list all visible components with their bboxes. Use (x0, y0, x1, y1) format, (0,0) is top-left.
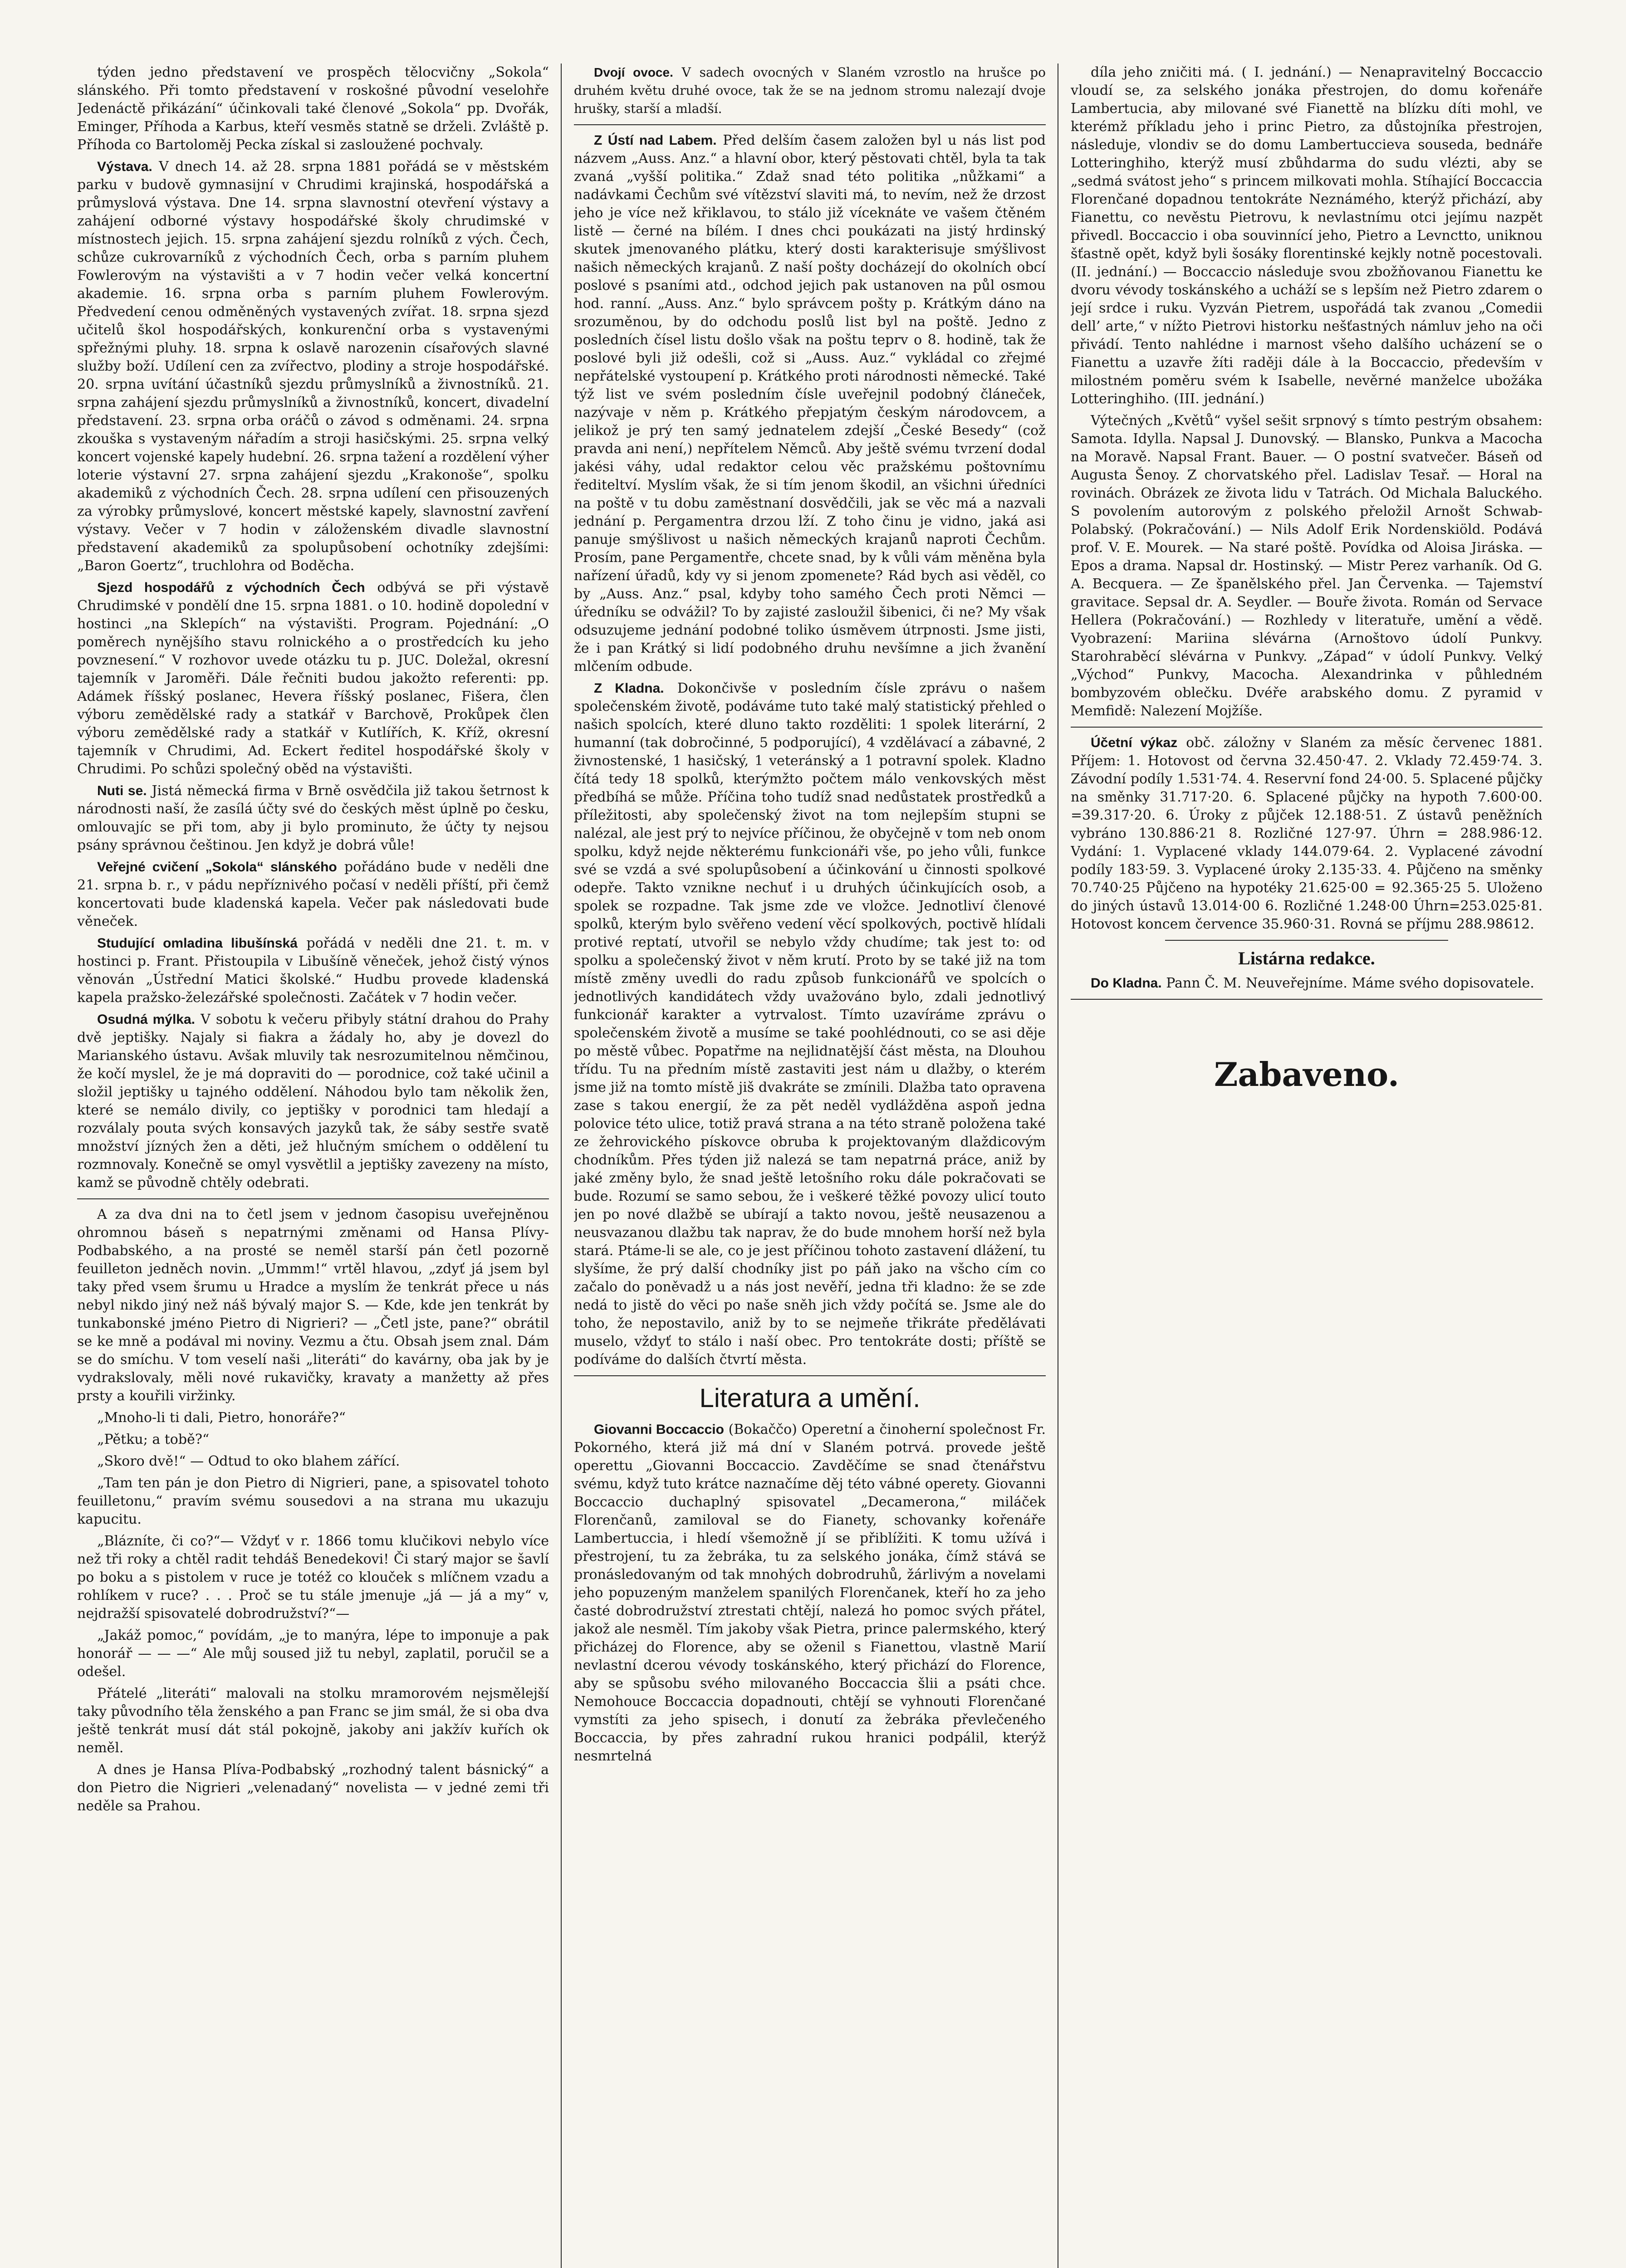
sokol-theatre-paragraph: týden jedno představení ve prospěch tělocvičny „Sokola“ slánského. Při tomto představení v roskošné původní veselohře Jedenáctě přikázání“ účinkovali také členové „Sokola“ pp. Dvořák, Eminger, Příhoda a Karbus, kteří vesměs statně se drželi. Zvláště p. Příhoda co Bartoloměj Pecka získal si zasloužené pochvaly. (77, 64, 549, 153)
nuti-paragraph (77, 782, 549, 855)
kladno-heading: Z Kladna. (594, 681, 664, 696)
dvoji-ovoce-paragraph (574, 64, 1046, 118)
column-rule-left (561, 64, 562, 2268)
column-2 (574, 64, 1046, 2268)
vystava-heading: Výstava. (97, 159, 152, 174)
ucetni-vykaz-heading: Účetní výkaz (1091, 735, 1178, 750)
sokol-exercise-text: pořádáno bude v neděli dne 21. srpna b. r., v pádu nepříznivého počasí v neděli příští, při čemž koncertovati bude kladenská kapela. Večer pak následovati bude věneček. (77, 859, 549, 929)
omladina-text: pořádá v neděli dne 21. t. m. v hostinci p. Frant. Přistoupila v Libušíně věneček, jehož čistý výnos věnován „Ústřední Matici školské.“ Hudbu provede kladenská kapela pražsko-železářské společnosti. Začátek v 7 hodin večer. (77, 935, 549, 1006)
feuilleton-paragraph-9: A dnes je Hansa Plíva-Podbabský „rozhodný talent básnický“ a don Pietro die Nigrieri „velenadaný“ novelista — v jedné zemi tři neděle sa Prahou. (77, 1762, 549, 1814)
feuilleton-paragraph-6: „Blázníte, či co?“— Vždyť v r. 1866 tomu klučikovi nebylo více než tři roky a chtěl radit tehdáš Benedekovi! Či starý major se šavlí po boku a s pistolem v ruce je totéž co klouček s mlíčnem vzadu a rohlíkem v ruce? . . . Proč se tu stále jmenuje „já — já a my“ v, nejdražší spisovatelé dobrodružství?“— (77, 1533, 549, 1622)
listarna-paragraph (1071, 974, 1543, 992)
dvoji-ovoce-heading: Dvojí ovoce. (594, 65, 673, 79)
feuilleton-paragraph-5: „Tam ten pán je don Pietro di Nigrieri, pane, a spisovatel tohoto feuilletonu,“ pravím svému sousedovi a na strana mu ukazuju kapucitu. (77, 1475, 549, 1527)
nuti-text: Jistá německá firma v Brně osvědčila již takou šetrnost k národnosti naší, že zasílá účty své do českých měst úplně po česku, omlouvajíc se při tom, aby ji bylo prominuto, že účty ty nejsou psány správnou češtinou. Jen když je dobrá vůle! (77, 783, 549, 853)
usti-heading: Z Ústí nad Labem. (594, 133, 717, 148)
vystava-text: V dnech 14. až 28. srpna 1881 pořádá se v městském parku v budově gymnasijní v Chrudimi krajinská, hospodářská a průmyslová výstava. Dne 14. srpna slavnostní otevření výstavy a zahájení odborné výstavy hospodářské školy chrudimské v místnostech jejich. 15. srpna zahájení sjezdu rolníků z vých. Čech, schůze cukrovarníků z východních Čech, orba s parním pluhem Fowlerovým na výstavišti a v 7 hodin večer velká koncertní akademie. 16. srpna orba s parním pluhem Fowlerovým. Předvedení cenou odměněných vystavených zvířat. 18. srpna sjezd učitelů škol hospodářských, konkurenční orba s vystavenými spřežnými pluhy. 18. srpna k oslavě narozenin císařových slavné služby boží. Udílení cen za zvířectvo, plodiny a stroje hospodářské. 20. srpna uvítání účastníků sjezdu průmyslníků a živnostníků. 21. srpna zahájení sjezdu průmyslníků a živnostníků, koncert, divadelní představení. 23. srpna orba oráčů o závod s odměnami. 24. srpna zkouška s vystaveným nářadím a stroji hasičskými. 25. srpna velký koncert vojenské kapely hudební. 26. srpna tažení a rozdělení výher loterie výstavní 27. srpna zahájení sjezdu „Krakonoše“, spolku akademiků z východních Čech. 28. srpna udílení cen přisouzených za výrobky průmyslové, koncert městské kapely, slavnostní zavření výstavy. Večer v 7 hodin v záloženském divadle slavnostní představení akademiků za spolupůsobení ochotníky zdejšími: „Baron Goertz“, truchlohra od Boděcha. (77, 159, 549, 574)
kladno-paragraph (574, 679, 1046, 1369)
nuti-heading: Nuti se. (97, 783, 147, 798)
column-3-divider-short (1165, 940, 1448, 941)
ucetni-vykaz-text: obč. záložny v Slaném za měsíc červenec 1881. Příjem: 1. Hotovost od června 32.450·47. 2. Vklady 72.459·74. 3. Závodní podíly 1.531·74. 4. Reservní fond 24·00. 5. Splacené půjčky na směnky 31.717·20. 6. Splacené půjčky na hypoth 7.600·00. =39.317·20. 6. Úroky z půjček 12.188·51. Z ústavů peněžních vybráno 130.886·21 8. Rozličné 127·97. Úhrn = 288.986·12. Vydání: 1. Vyplacené vklady 144.079·64. 2. Vyplacené závodní podíly 183·59. 3. Vyplacené úroky 2.135·33. 4. Půjčeno na směnky 70.740·25 Půjčeno na hypotéky 21.625·00 = 92.365·25 5. Uloženo do jiných ústavů 13.014·00 6. Rozličné 1.248·00 Úhrn=253.025·81. Hotovost koncem července 35.960·31. Rovná se příjmu 288.98612. (1071, 735, 1543, 932)
omladina-heading: Studující omladina libušínská (97, 936, 298, 951)
boccaccio-continued-paragraph: díla jeho zničiti má. ( I. jednání.) — Nenapravitelný Boccaccio vloudí se, za selského jonáka přestrojen, do domu kořenáře Lambertucia, aby milované své Fianettě na blízku díti mohl, ve kterémž příkladu jeho i princ Pietro, za důstojníka přestrojen, následuje, vlondiv se do domu Lambertuccieva souseda, bednáře Lotteringhiho, kterýž musí zbůhdarma do sudu vlézti, aby se „sedmá svátost jeho“ s princem milkovati mohla. Stíhající Boccaccia Florenčané dopadnou tentokráte Neznámého, kterýž přichází, aby Fianettu, co nevěstu Pietrovu, k nevlastnímu otci jejímu nazpět přivedl. Boccaccio i oba souvinnící jeho, Pietro a Levnctto, uniknou šťastně opět, když byli šosáky florentinské kejkly notně pocestovali. (II. jednání.) — Boccaccio následuje svou zbožňovanou Fianettu ke dvoru vévody toskánského a ucháží se s lepším než Pietro zdarem o její srdce i ruku. Vyzván Pietrem, uspořádá tak zvanou „Comedii dell’ arte,“ v nížto Pietrovi historku nešťastných námluv jeho na oči přivádí. Tento nahlédne i marnost všeho dalšího ucházení se o Fianettu a uzavře žíti raději dále à la Boccaccio, především v milostném poměru svém k Isabelle, nevěrné manželce ubožáka Lotteringhiho. (III. jednání.) (1071, 64, 1543, 407)
sjezd-paragraph (77, 579, 549, 778)
usti-paragraph (574, 132, 1046, 676)
column-1 (77, 64, 549, 2268)
column-3-divider-top (1071, 727, 1543, 728)
mylka-paragraph (77, 1011, 549, 1192)
mylka-heading: Osudná mýlka. (97, 1012, 195, 1027)
kvety-paragraph: Výtečných „Květů“ vyšel sešit srpnový s tímto pestrým obsahem: Samota. Idylla. Napsal J. Dunovský. — Blansko, Punkva a Macocha na Moravě. Napsal Frant. Bauer. — O postní svatvečer. Báseň od Augusta Šenoy. Z chorvatského přel. Ladislav Tesař. — Horal na rovinách. Obrázek ze života lidu v Tatrách. Od Michala Baluckého. S povolením autorovým z polského přeložil Arnošt Schwab-Polabský. (Pokračování.) — Nils Adolf Erik Nordenskiöld. Podává prof. V. E. Mourek. — Na staré poště. Povídka od Aloisa Jiráska. — Epos a drama. Napsal dr. Hostinský. — Mistr Perez varhaník. Od G. A. Becquera. — Ze španělského přel. Jan Červenka. — Tajemství gravitace. Sepsal dr. A. Seydler. — Bouře života. Román od Servace Hellera (Pokračování.) — Rozhledy v literatuře, umění a vědě. Vyobrazení: Mariina slévárna (Arnoštovo údolí Punkvy. Starohraběcí slévárna v Punkvy. „Západ“ v údolí Punkvy. Velký „Východ“ Punkvy, Macocha. Alexandrinka v půhledném bombyzovém oblečku. Dvéře arabského domu. Z pyramid v Memfidě: Nalezení Mojžíše. (1071, 413, 1543, 719)
feuilleton-paragraph-7: „Jakáž pomoc,“ povídám, „je to manýra, lépe to imponuje a pak honorář — — —“ Ale můj soused již tu nebyl, zaplatil, poručil se a odešel. (77, 1628, 549, 1680)
kladno-text: Dokončivše v posledním čísle zprávu o našem společenském životě, podáváme tuto také malý statistický přehled o našich spolcích, které dluno takto rozděliti: 1 spolek literární, 2 humanní (tak dobročinné, 5 podporující), 4 vzdělávací a zábavné, 2 živnostenské, 1 hasičský, 1 veteránský a 1 potravní spolek. Kladno čítá tedy 18 spolků, kterýmžto počtem málo venkovských měst předbíhá se může. Příčina toho tudíž snad nedůstatek prostředků a příležitosti, aby společenský život na tom nejlepším stupni se nalézal, ale jest prý to nejvíce příčinou, že obyčejně v tom neb onom spolku, když nejde některému funkcionáři vše, po jeho vůli, funkce své se vzdá a své spolupůsobení a účinkování u činnosti spolkové odepře. Takto vznikne nechuť i u druhých účinkujících osob, a spolek se rozpadne. Tak jsme zde ve vložce. Jednotliví členové spolků, kterým bylo svěřeno vedení věcí spolkových, poctivě hlídali protivé reptatí, utvořil se nebylo vždy chudíme; tak jest to: od spolku a společenský život v něm krutí. Proto by se také již na tom místě změny uvedli do radu způsob funkcionářů ve spolcích o jednotlivých kandidátech vždy uvažováno bylo, zdali jednotlivý funkcionář karakter a vytrvalost. Tímto uzavíráme zprávu o společenském životě a musíme se také poohlédnouti, co se asi děje po městě vůbec. Popatřme na nejlidnatější část města, na Dlouhou třídu. Tu na předním místě zastaviti jest nám u dlažby, o kterém jsme již na tomto místě jiš dvakráte se zmínili. Dlažba tato opravena zase s takou energií, že za pět neděl vydlážděna aspoň jedna polovice této ulice, totiž pravá strana a na této straně položena také ze žehrovického pískovce obruba k projektovaným dlaždicovým chodníkům. Přes týden již nalezá se tam nepatrná práce, aniž by jaké změny bylo, že snad ještě letošního roku dále pokračovati se bude. Rozumí se samo sebou, že i veškeré těžké povozy ulicí touto jen po nové dlažbě se ubírají a takto novou, ještě neusazenou a neusvazanou dlažbu tak naprav, že do bude mnohem horší než byla stará. Ptáme-li se ale, co je jest příčinou tohoto zastavení dlážení, tu slyšíme, že prý další chodníky jist po páň jako na všcho cím co začalo do poněvadž u a nás jost nevěří, jedna tři kladno: že se zde nedá to jistě do věci po naše sněh jich vždy počítá se. Jsme ale do toho, že nepostavilo, aniž by to se nejmeňe třikráte předělávati muselo, vždyť to stálo i naší obec. Pro tentokráte dosti; příště se podíváme do dalších čtvrtí města. (574, 680, 1046, 1368)
newspaper-page (77, 64, 1543, 2268)
column-3 (1071, 64, 1543, 1252)
column-1-divider (77, 1198, 549, 1199)
feuilleton-paragraph-8: Přátelé „literáti“ malovali na stolku mramorovém nejsmělejší taky původního těla ženského a pan Franc se jim smál, že si oba dva ještě tenkrát musí dát stál pokojně, jakoby ani jakžív kuřích ok neměl. (77, 1686, 549, 1756)
sokol-exercise-paragraph (77, 858, 549, 931)
feuilleton-paragraph-1: A za dva dni na to četl jsem v jednom časopisu uveřejněnou ohromnou báseň s nepatrnými změnami od Hansa Plívy-Podbabského, a na prosté se neměl starší pán četl pozorně feuilleton jedněch novin. „Ummm!“ vrtěl hlavou, „zdyť já jsem byl taky před vsem šrumu u Hradce a myslím že tenkrát přece u nás nebyl nikdo jiný než náš bývalý major S. — Kde, kde jen tenkrát by tunkabonské jméno Pietro di Nigrieri? — „Četl jste, pane?“ obrátil se ke mně a podával mi noviny. Vezmu a čtu. Obsah jsem znal. Dám se do smíchu. V tom veselí naši „literáti“ do kavárny, oba jak by je vydrakslovaly, měli nové rukavičky, kravaty a manžetty až přes prsty a kouřili viržinky. (77, 1207, 549, 1404)
boccaccio-subheading: (Bokaččo) (728, 1422, 797, 1437)
zabaveno-notice: Zabaveno. (1214, 1055, 1400, 1094)
column-2-divider-top (574, 124, 1046, 125)
listarna-title: Listárna redakce. (1238, 948, 1375, 968)
boccaccio-paragraph (574, 1421, 1046, 1765)
boccaccio-heading: Giovanni Boccaccio (594, 1422, 724, 1437)
mylka-text: V sobotu k večeru přibyly státní drahou do Prahy dvě jeptišky. Najaly si fiakra a žádaly ho, aby je dovezl do Marianského ústavu. Avšak mluvily tak nesrozumitelnou němčinou, že kočí myslel, že je má dopraviti do — porodnice, což také učinil a složil jeptišky u tajného oddělení. Náhodou bylo tam několik žen, které se nemálo divily, co jeptišky v porodnici tam hledají a rozválaly pouta svých konsavých jazyků tak, že sáby sestře svatě množství jízných žen a děti, jež hlučným smíchem o oddělení tu rozmnovaly. Konečně se omyl vysvětlil a jeptišky zavezeny na místo, kamž se původně chtěly odebrati. (77, 1012, 549, 1191)
listarna-heading: Do Kladna. (1091, 976, 1162, 991)
feuilleton-paragraph-2: „Mnoho-li ti dali, Pietro, honoráře?“ (97, 1410, 346, 1426)
ucetni-vykaz-paragraph (1071, 734, 1543, 934)
sjezd-heading: Sjezd hospodářů z východních Čech (97, 580, 365, 595)
feuilleton-paragraph-4: „Skoro dvě!“ — Odtud to oko blahem zářící. (97, 1453, 400, 1469)
literatura-section-title: Literatura a umění. (699, 1383, 921, 1413)
sokol-exercise-heading: Veřejné cvičení „Sokola“ slánského (97, 860, 337, 875)
boccaccio-text: Operetní a činoherní společnost Fr. Pokorného, která již má dní v Slaném potrvá. provede ještě operettu „Giovanni Boccaccio. Zavděčíme se snad čtenářstvu svému, když tuto krátce naznačíme děj této vábné operety. Giovanni Boccaccio duchaplný spisovatel „Decamerona,“ miláček Florenčanů, zamiloval se do Fianety, schovanky kořenáře Lambertuccia, i hledí všemožně jí se přiblížiti. K tomu užívá i přestrojení, tu za žebráka, tu za selského jonáka, čímž stává se pronásledovaným od tak mnohých dobrodruhů, žárlivým a novelami jeho popuzeným manželem spanilých Florenčanek, kteří ho za jeho časté dobrodružství ztrestati chtějí, nalezá ho pomoc svých přátel, jakož ale nesměl. Tím jakoby však Pietra, prince palermského, který přicházej do Florence, aby se oženil s Fianettou, vlastně Marií nevlastní dcerou vévody toskánského, který přichází do Florence, aby se spůsobu svého milovaného Boccaccia šlii a psáti chce. Nemohouce Boccaccia dopadnouti, chtějí se vyhnouti Florenčané vymstíti za jeho spisech, i donutí za žebráka převlečeného Boccaccia, by přes zahradní rukou hranici podpálil, kterýž nesmrtelná (574, 1422, 1046, 1764)
sjezd-text: odbývá se při výstavě Chrudimské v pondělí dne 15. srpna 1881. o 10. hodině dopolední v hostinci „na Sklepích“ na výstavišti. Program. Pojednání: „O poměrech nynějšího stavu rolnického a o prostředcích ku jeho povznesení.“ V rozhovor uvede otázku tu p. JUC. Doležal, okresní tajemník v Jaroměři. Dále řečniti budou jakožto referenti: pp. Adámek říšský poslanec, Hevera říšský poslanec, Fišera, člen výboru zemědělské rady a statkář v Barchově, Prokůpek člen výboru zemědělské rady a statkář v Kutlířích, K. Kříž, okresní tajemník v Chrudimi, Ad. Eckert ředitel hospodářské školy v Chrudimi. Po schůzi společný oběd na výstavišti. (77, 580, 549, 777)
feuilleton-paragraph-3: „Pětku; a tobě?“ (97, 1432, 210, 1447)
usti-text: Před delším časem založen byl u nás list pod názvem „Auss. Anz.“ a hlavní obor, který pěstovati chtěl, byla ta tak zvaná „vyšší politika.“ Zdaž snad této politika „nůžkami“ a nadávkami Čechům své vítězství slaviti má, to nevím, než že drzost jeho je více než křiklavou, to stálo již víceknáte ve vašem čtěném listě — černé na bílém. I dnes chci poukázati na jistý hrdinský skutek jmenovaného plátku, který dosti karakterisuje smýšlivost našich německých krajanů. Z naší pošty docházejí do okolních obcí poslové s psaními atd., odchod jejich pak ustanoven na půl osmou hod. ranní. „Auss. Anz.“ bylo správcem pošty p. Krátkým dáno na srozuměnou, by do odchodu poslů list byl na poště. Jedno z posledních čísel listu došlo však na poštu teprv o 8. hodině, tak že poslové byli již odešli, což si „Auss. Auz.“ vykládal co zřejmé nepřátelské vystoupení p. Krátkého proti národnosti německé. Také týž list ve svém posledním čísle uveřejnil podobný článeček, nazývaje v něm p. Krátkého přepjatým českým národovcem, a jelikož je prý ten samý jednatelem zdejší „České Besedy“ (což pravda ani není,) nepřítelem Němců. Aby ještě svému tvrzení dodal jakési váhy, udal redaktor celou věc pražskému poštovnímu řediteltví. Myslím však, že si tím jenom škodil, an všichni úředníci na poště v tu dobu zaměstnaní dosvědčili, jak se věc má a nazvali jednání p. Pergamentra drzou lží. Z toho činu je vidno, jaká asi panuje smýšlivost u našich německých krajanů naproti Čechům. Prosím, pane Pergamentře, chcete snad, by k vůli vám měněna byla nařízení úřadů, kdy vy si jenom zpomenete? Rád bych asi věděl, co by „Auss. Anz.“ psal, kdyby toho samého Čech proti Němci — úředníku se odvážil? To by zajisté zasloužil šibenici, či ne? My však odsuzujeme jednání podobné toliko úsměvem útrpnosti. Jsme jisti, že i pan Krátký si lidí podobného druhu nevšímne a jich žvanění mlčením odbude. (574, 132, 1046, 675)
dvoji-ovoce-text: V sadech ovocných v Slaném vzrostlo na hrušce po druhém květu druhé ovoce, tak že se na jednom stromu nalezají dvoje hrušky, starší a mladší. (574, 65, 1046, 116)
vystava-paragraph (77, 158, 549, 575)
omladina-paragraph (77, 934, 549, 1007)
column-3-divider-bottom (1071, 999, 1543, 1000)
column-2-divider-mid (574, 1375, 1046, 1376)
listarna-text: Pann Č. M. Neuveřejníme. Máme svého dopisovatele. (1166, 975, 1534, 991)
